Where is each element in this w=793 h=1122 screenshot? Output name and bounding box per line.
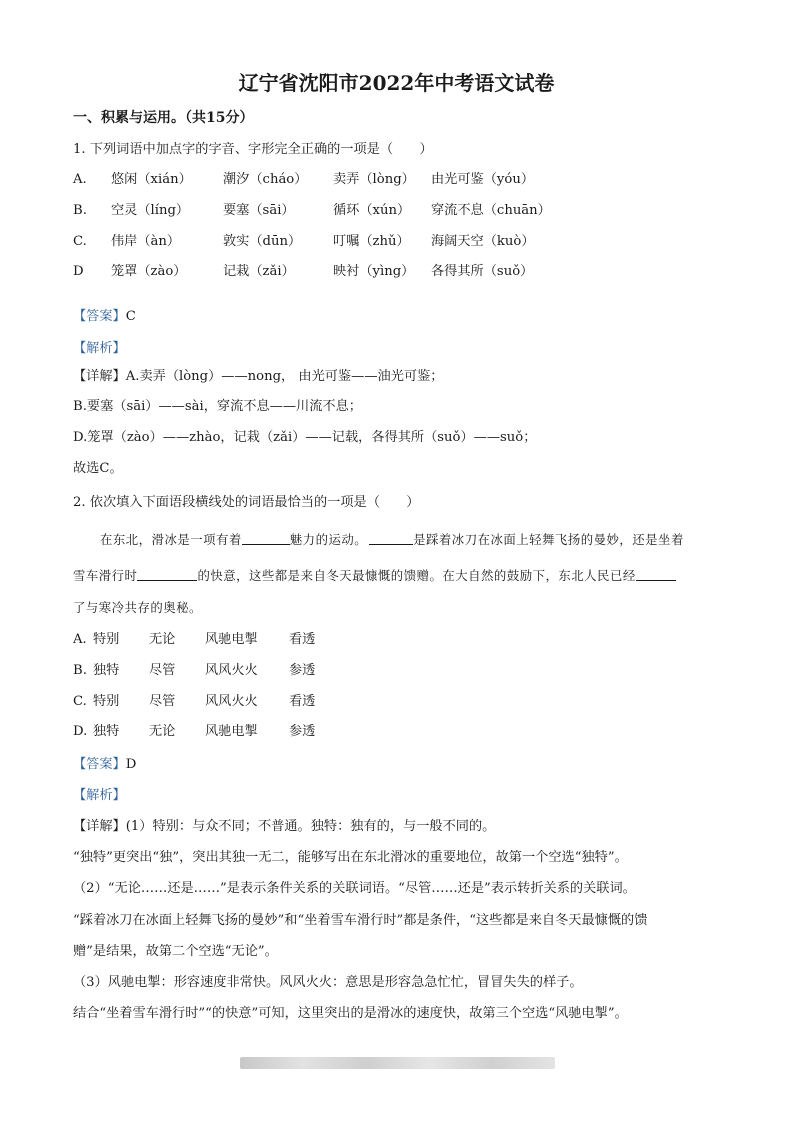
q1-detail-1: 【详解】A.卖弄（lòng）——nong， 由光可鉴——油光可鉴； xyxy=(73,369,444,384)
q2-detail-6: （3）风驰电掣：形容速度非常快。风风火火：意思是形容急急忙忙，冒冒失失的样子。 xyxy=(73,975,583,990)
q1-option-a: A. 悠闲（xián） 潮汐（cháo） 卖弄（lòng） 由光可鉴（yóu） xyxy=(73,172,535,187)
q1-option-b: B. 空灵（líng） 要塞（sāi） 循环（xún） 穿流不息（chuān） xyxy=(73,203,551,218)
blurred-footer-watermark xyxy=(240,1057,555,1069)
q2-detail-7: 结合“坐着雪车滑行时”“的快意”可知，这里突出的是滑冰的速度快，故第三个空选“风驰电掣”。 xyxy=(73,1006,628,1021)
blank-2 xyxy=(369,530,413,545)
q1-option-c: C. 伟岸（àn） 敦实（dūn） 叮嘱（zhǔ） 海阔天空（kuò） xyxy=(73,234,535,249)
blank-1 xyxy=(242,530,290,545)
blank-3 xyxy=(137,566,197,581)
q2-option-a: A. 特别 无论 风驰电掣 看透 xyxy=(73,632,316,647)
q2-detail-1: 【详解】(1）特别：与众不同；不普通。独特：独有的，与一般不同的。 xyxy=(73,819,496,834)
q1-detail-3: D.笼罩（zào）——zhào，记栽（zǎi）——记载，各得其所（suǒ）——suǒ； xyxy=(73,430,537,445)
q1-detail-4: 故选C。 xyxy=(73,461,123,476)
section-heading: 一、积累与运用。（共15分） xyxy=(73,110,254,126)
blank-4 xyxy=(636,566,676,581)
q2-detail-2: “独特”更突出“独”，突出其独一无二，能够写出在东北滑冰的重要地位，故第一个空选“独特”。 xyxy=(73,850,628,865)
q2-option-c: C. 特别 尽管 风风火火 看透 xyxy=(73,694,316,709)
q2-answer: 【答案】D xyxy=(73,757,137,772)
q2-option-d: D. 独特 无论 风驰电掣 参透 xyxy=(73,724,316,739)
q1-answer: 【答案】C xyxy=(73,309,136,324)
q2-detail-5: 赠”是结果，故第二个空选“无论”。 xyxy=(73,944,278,959)
q1-option-d: D 笼罩（zào） 记栽（zǎi） 映衬（yìng） 各得其所（suǒ） xyxy=(73,264,534,279)
q1-detail-2: B.要塞（sāi）——sài，穿流不息——川流不息； xyxy=(73,399,362,414)
q2-passage-line-2: 雪车滑行时 的快意，这些都是来自冬天最慷慨的馈赠。在大自然的鼓励下，东北人民已经 xyxy=(73,566,676,586)
q2-detail-3: （2）“无论……还是……”是表示条件关系的关联词语。“尽管……还是”表示转折关系的关联词。 xyxy=(73,881,636,896)
q1-stem: 1. 下列词语中加点字的字音、字形完全正确的一项是（ ） xyxy=(73,142,433,157)
page-title: 辽宁省沈阳市2022年中考语文试卷 xyxy=(238,71,555,95)
q1-analysis-label: 【解析】 xyxy=(73,341,126,356)
q2-detail-4: “踩着冰刀在冰面上轻舞飞扬的曼妙”和“坐着雪车滑行时”都是条件，“这些都是来自冬天最慷慨的馈 xyxy=(73,913,648,928)
q2-option-b: B. 独特 尽管 风风火火 参透 xyxy=(73,663,316,678)
q2-passage-line-1: 在东北，滑冰是一项有着 魅力的运动。 是踩着冰刀在冰面上轻舞飞扬的曼妙，还是坐着 xyxy=(100,532,684,547)
q2-passage-line-3: 了与寒冷共存的奥秘。 xyxy=(73,600,202,615)
q2-stem: 2. 依次填入下面语段横线处的词语最恰当的一项是（ ） xyxy=(73,495,420,510)
q2-analysis-label: 【解析】 xyxy=(73,788,126,803)
